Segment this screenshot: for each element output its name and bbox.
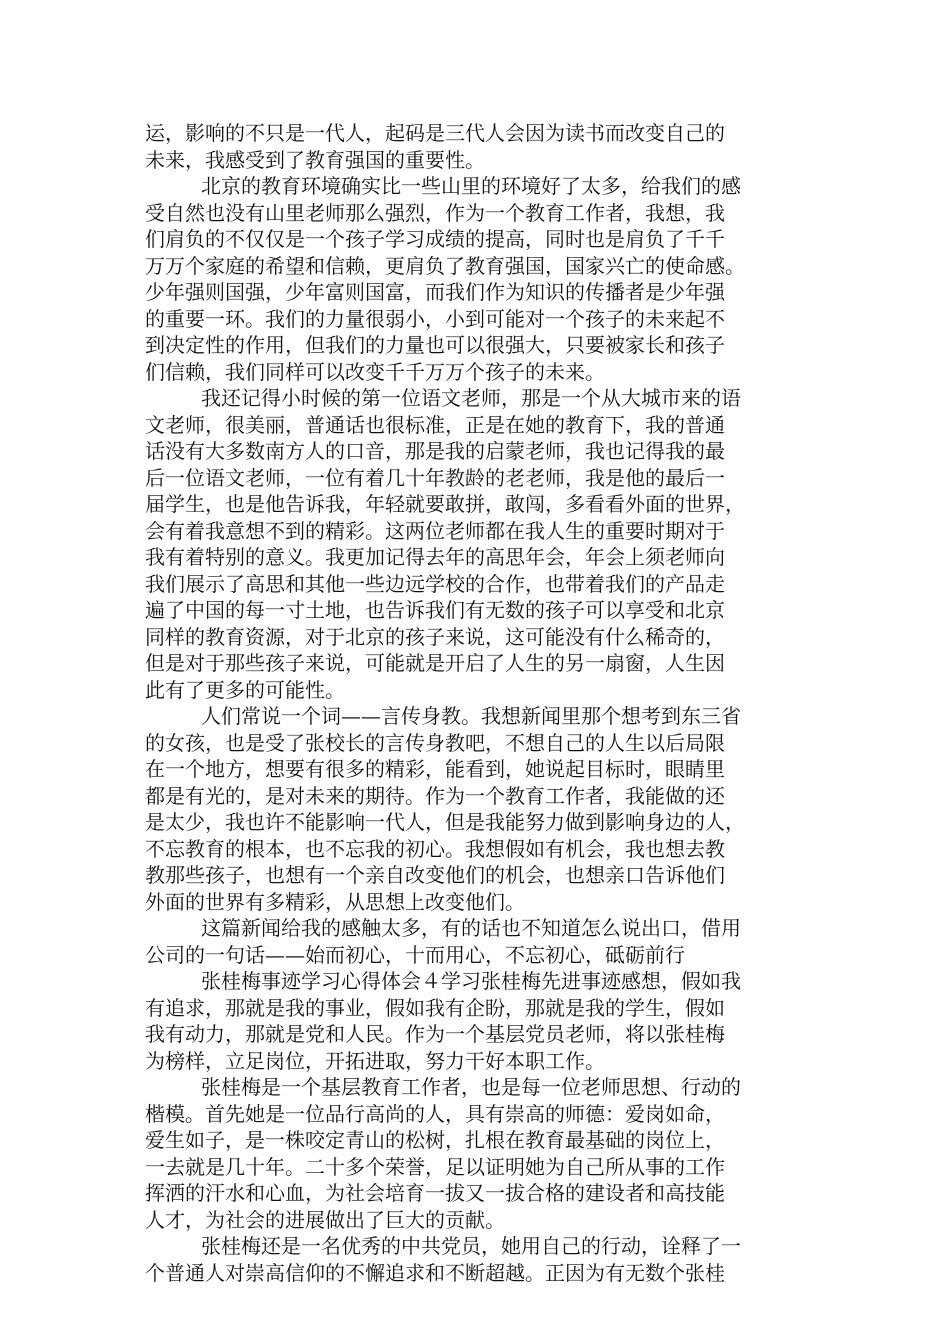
paragraph-beijing-education: 北京的教育环境确实比一些山里的环境好了太多，给我们的感 受自然也没有山里老师那么强烈，作为一个教育工作者，我想，我 们肩负的不仅仅是一个孩子学习成绩的提高，同时也是肩负了千千 万万个家庭的希望和信赖，更肩负了教育强国，国家兴亡的使命感。 少年强则国强，少年富则国富，而我们作为知识的传播者是少年强 的重要一环。我们的力量很弱小，小到可能对一个孩子的未来起不 到决定性的作用，但我们的力量也可以很强大，只要被家长和孩子 们信赖，我们同样可以改变千千万万个孩子的未来。 bbox=[145, 174, 745, 384]
paragraph-continuation: 运，影响的不只是一代人，起码是三代人会因为读书而改变自己的 未来，我感受到了教育强国的重要性。 bbox=[145, 121, 725, 172]
paragraph-zhang-guimei-party: 张桂梅还是一名优秀的中共党员，她用自己的行动，诠释了一 个普通人对崇高信仰的不懈追求和不断超越。正因为有无数个张桂 bbox=[145, 1234, 741, 1285]
paragraph-news-reflection: 这篇新闻给我的感触太多，有的话也不知道怎么说出口，借用 公司的一句话——始而初心，十而用心，不忘初心，砥砺前行 bbox=[145, 916, 741, 967]
paragraph-zhang-guimei-model: 张桂梅是一个基层教育工作者，也是每一位老师思想、行动的 楷模。首先她是一位品行高尚的人，具有崇高的师德：爱岗如命， 爱生如子，是一株咬定青山的松树，扎根在教育最基础的岗位上， 一去就是几十年。二十多个荣誉，足以证明她为自己所从事的工作 挥洒的汗水和心血，为社会培育一拔又一拔合格的建设者和高技能 人才，为社会的进展做出了巨大的贡献。 bbox=[145, 1075, 741, 1232]
document-page bbox=[145, 120, 815, 1286]
paragraph-zhang-guimei-study: 张桂梅事迹学习心得体会４学习张桂梅先进事迹感想，假如我 有追求，那就是我的事业，假如我有企盼，那就是我的学生，假如 我有动力，那就是党和人民。作为一个基层党员老师，将以张桂梅 为榜样，立足岗位，开拓进取，努力干好本职工作。 bbox=[145, 969, 741, 1073]
paragraph-first-teacher: 我还记得小时候的第一位语文老师，那是一个从大城市来的语 文老师，很美丽，普通话也很标准，正是在她的教育下，我的普通 话没有大多数南方人的口音，那是我的启蒙老师，我也记得我的最 后一位语文老师，一位有着几十年教龄的老老师，我是他的最后一 届学生，也是他告诉我，年轻就要敢拼，敢闯，多看看外面的世界， 会有着我意想不到的精彩。这两位老师都在我人生的重要时期对于 我有着特别的意义。我更加记得去年的高思年会，年会上须老师向 我们展示了高思和其他一些边远学校的合作，也带着我们的产品走 遍了中国的每一寸土地，也告诉我们有无数的孩子可以享受和北京 同样的教育资源，对于北京的孩子来说，这可能没有什么稀奇的， 但是对于那些孩子来说，可能就是开启了人生的另一扇窗，人生因 此有了更多的可能性。 bbox=[145, 386, 745, 702]
paragraph-lead-by-example: 人们常说一个词——言传身教。我想新闻里那个想考到东三省 的女孩，也是受了张校长的言传身教吧，不想自己的人生以后局限 在一个地方，想要有很多的精彩，能看到，她说起目标时，眼睛里 都是有光的，是对未来的期待。作为一个教育工作者，我能做的还 是太少，我也许不能影响一代人，但是我能努力做到影响身边的人， 不忘教育的根本，也不忘我的初心。我想假如有机会，我也想去教 教那些孩子，也想有一个亲自改变他们的机会，也想亲口告诉他们 外面的世界有多精彩，从思想上改变他们。 bbox=[145, 704, 745, 914]
